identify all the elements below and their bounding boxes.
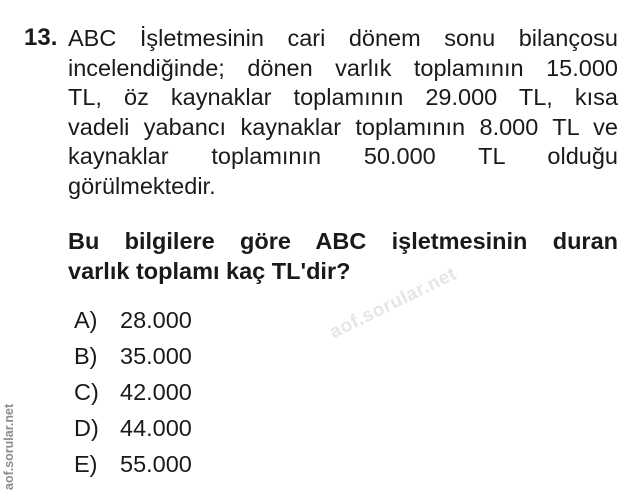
option-value: 42.000 bbox=[120, 379, 192, 405]
option-a[interactable] bbox=[74, 305, 192, 341]
question-prompt bbox=[68, 226, 618, 286]
option-letter: C) bbox=[74, 379, 99, 405]
watermark-diagonal: aof.sorular.net bbox=[326, 263, 460, 344]
question-text-line: görülmektedir. bbox=[68, 172, 216, 199]
option-letter: E) bbox=[74, 451, 98, 477]
answer-options bbox=[74, 305, 192, 485]
option-e[interactable] bbox=[74, 449, 192, 485]
option-d[interactable] bbox=[74, 413, 192, 449]
option-letter: D) bbox=[74, 415, 99, 441]
question-text-line: incelendiğinde; dönen varlık toplamının 15.000 bbox=[68, 54, 618, 81]
option-b[interactable] bbox=[74, 341, 192, 377]
option-letter: B) bbox=[74, 343, 98, 369]
option-c[interactable] bbox=[74, 377, 192, 413]
question-text bbox=[68, 24, 618, 201]
question-prompt-line: varlık toplamı kaç TL'dir? bbox=[68, 258, 351, 284]
option-letter: A) bbox=[74, 307, 98, 333]
question-number: 13. bbox=[24, 24, 58, 51]
question-text-line: TL, öz kaynaklar toplamının 29.000 TL, kısa bbox=[68, 84, 618, 110]
question-text-line: vadeli yabancı kaynaklar toplamının 8.000 TL ve bbox=[68, 113, 618, 140]
option-value: 35.000 bbox=[120, 343, 192, 369]
question-prompt-line: Bu bilgilere göre ABC işletmesinin duran bbox=[68, 228, 618, 254]
option-value: 44.000 bbox=[120, 415, 192, 441]
option-value: 28.000 bbox=[120, 307, 192, 333]
option-value: 55.000 bbox=[120, 451, 192, 477]
watermark-side: aof.sorular.net bbox=[2, 403, 16, 490]
question-text-line: ABC İşletmesinin cari dönem sonu bilançosu bbox=[68, 25, 618, 51]
question-text-line: kaynaklar toplamının 50.000 TL olduğu bbox=[68, 143, 618, 169]
